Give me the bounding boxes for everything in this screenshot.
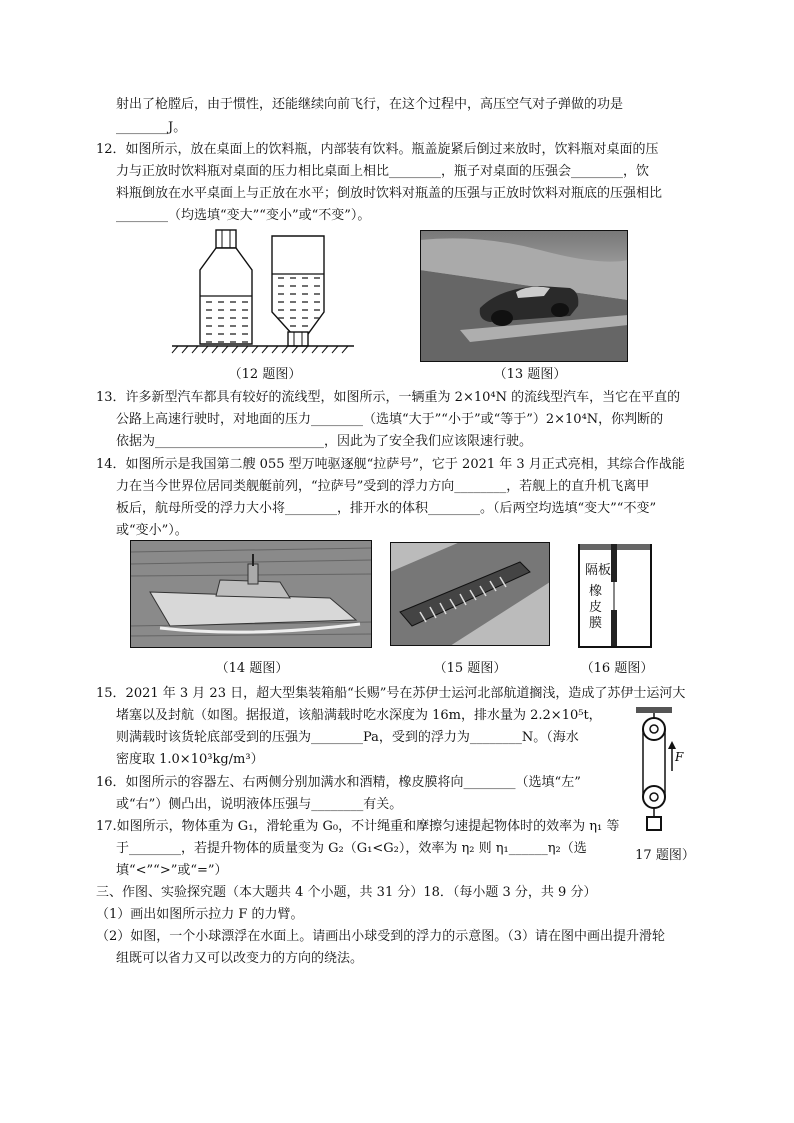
q11-line-2: ________J。: [116, 120, 187, 135]
q16-line-1: 16．如图所示的容器左、右两侧分别加满水和酒精，橡皮膜将向________（选填“左”: [96, 775, 581, 790]
q18-part1: （1）画出如图所示拉力 F 的力臂。: [96, 907, 304, 922]
q17-line-1: 17.如图所示，物体重为 G₁，滑轮重为 G₀，不计绳重和摩擦匀速提起物体时的效率为 η₁ 等: [96, 819, 620, 834]
partition-lower: [611, 610, 617, 646]
fig14-warship-photo: [130, 540, 372, 648]
fig16-container: [578, 544, 652, 648]
fig17-pulley: [628, 705, 688, 837]
fig16-caption: （16 题图）: [580, 661, 654, 676]
partition-label: 隔板: [585, 563, 612, 578]
q18-part3-cont: 组既可以省力又可以改变力的方向的绕法。: [116, 951, 364, 966]
q17-line-3: 填“<”“>”或“=”）: [116, 863, 228, 878]
fig12-caption: （12 题图）: [228, 367, 302, 382]
q17-line-2: 于________，若提升物体的质量变为 G₂（G₁<G₂），效率为 η₂ 则 η₁______η₂（选: [116, 841, 587, 856]
weight-block: [647, 817, 661, 830]
q12-line-2: 力与正放时饮料瓶对桌面的压力相比桌面上相比________，瓶子对桌面的压强会________，饮: [116, 164, 650, 179]
q15-line-4: 密度取 1.0×10³kg/m³）: [116, 752, 264, 767]
q13-line-3: 依据为__________________________，因此为了安全我们应该限速行驶。: [116, 434, 533, 449]
q11-line-1: 射出了枪膛后，由于惯性，还能继续向前飞行，在这个过程中，高压空气对子弹做的功是: [116, 97, 624, 112]
fig15-ship-aerial-photo: [390, 542, 550, 646]
rubber-membrane: [613, 582, 615, 610]
fig13-caption: （13 题图）: [493, 367, 567, 382]
q12-line-4: ________（均选填“变大”“变小”或“不变”）。: [116, 208, 371, 223]
q15-line-2: 堵塞以及封航（如图。据报道，该船满载时吃水深度为 16m，排水量为 2.2×10⁵t，: [116, 708, 602, 723]
q14-line-3: 板后，航母所受的浮力大小将________，排开水的体积________。（后两空均选填“变大”“不变”: [116, 501, 657, 516]
membrane-label: 橡皮膜: [589, 584, 603, 631]
fig13-car-photo: [420, 230, 628, 362]
q13-line-2: 公路上高速行驶时，对地面的压力________（选填“大于”“小于”或“等于”）2×10⁴N，你判断的: [116, 412, 664, 427]
q18-part2-3: （2）如图，一个小球漂浮在水面上。请画出小球受到的浮力的示意图。（3）请在图中画出提升滑轮: [96, 929, 666, 944]
q13-line-1: 13．许多新型汽车都具有较好的流线型，如图所示，一辆重为 2×10⁴N 的流线型汽车，当它在平直的: [96, 390, 681, 405]
q16-line-2: 或“右”）侧凸出，说明液体压强与________有关。: [116, 797, 403, 812]
force-label: F: [675, 750, 684, 764]
q14-line-1: 14．如图所示是我国第二艘 055 型万吨驱逐舰“拉萨号”，它于 2021 年 3 月正式亮相，其综合作战能: [96, 457, 685, 472]
section3-heading: 三、作图、实验探究题（本大题共 4 个小题，共 31 分）18．（每小题 3 分，共 9 分）: [96, 885, 597, 900]
ceiling: [636, 707, 672, 713]
bottle-upright: [200, 230, 252, 344]
q15-line-1: 15．2021 年 3 月 23 日，超大型集装箱船“长赐”号在苏伊士运河北部航道搁浅，造成了苏伊士运河大: [96, 686, 686, 701]
fig14-caption: （14 题图）: [215, 661, 289, 676]
q12-line-1: 12．如图所示，放在桌面上的饮料瓶，内部装有饮料。瓶盖旋紧后倒过来放时，饮料瓶对桌面的压: [96, 142, 659, 157]
fig15-caption: （15 题图）: [433, 661, 507, 676]
fig17-caption: 17 题图）: [635, 848, 695, 863]
q14-line-4: 或“变小”）。: [116, 523, 188, 538]
q14-line-2: 力在当今世界位居同类舰艇前列，“拉萨号”受到的浮力方向________，若舰上的直升机飞离甲: [116, 479, 650, 494]
fig12-bottles: [168, 226, 358, 354]
q12-line-3: 料瓶倒放在水平桌面上与正放在水平；倒放时饮料对瓶盖的压强与正放时饮料对瓶底的压强相比: [116, 186, 663, 201]
q15-line-3: 则满载时该货轮底部受到的压强为________Pa，受到的浮力为________N。（海水: [116, 730, 579, 745]
bottle-inverted: [272, 236, 324, 346]
